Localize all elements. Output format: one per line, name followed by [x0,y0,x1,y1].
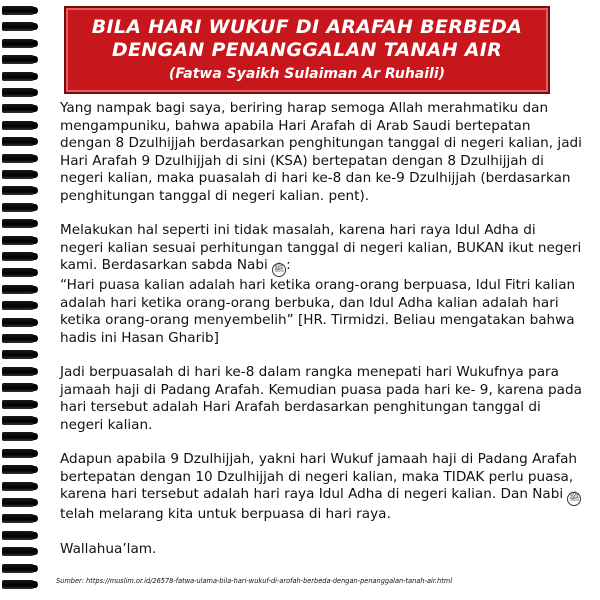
spiral-ring [2,383,36,392]
spiral-ring [2,564,36,573]
spiral-ring [2,219,36,228]
closing: Wallahua’lam. [60,540,157,557]
paragraph-1: Yang nampak bagi saya, beriring harap semoga Allah merahmatiku dan mengampuniku, bahwa apabila Hari Arafah di Arab Saudi bertepatan dengan 8 Dzulhijjah berdasarkan penghitungan tanggal di negeri kalian, jadi Hari Arafah 9 Dzulhijjah di sini (KSA) bertepatan dengan 8 Dzulhijjah di negeri kalian, maka puasalah di hari ke-8 dan ke-9 Dzulhijjah (berdasarkan penghitungan tanggal di negeri kalian. pent). [60,100,582,204]
paragraph-4-end: telah melarang kita untuk berpuasa di hari raya. [60,506,391,522]
spiral-ring [2,55,36,64]
paragraph-4 [60,451,582,524]
spiral-ring [2,301,36,310]
spiral-ring [2,334,36,343]
spiral-ring [2,432,36,441]
spiral-ring [2,104,36,113]
spiral-ring [2,252,36,261]
paragraph-2 [60,222,582,347]
spiral-ring [2,498,36,507]
spiral-ring [2,6,36,15]
spiral-ring [2,22,36,31]
spiral-ring [2,449,36,458]
paragraph-4-text: Adapun apabila 9 Dzulhijjah, yakni hari Wukuf jamaah haji di Padang Arafah bertepatan dengan 10 Dzulhijjah di negeri kalian, maka TIDAK perlu puasa, karena hari tersebut adalah hari raya Idul Adha di negeri kalian. Dan Nabi [60,451,578,502]
spiral-ring [2,39,36,48]
spiral-ring [2,465,36,474]
spiral-binding [0,0,40,600]
hadith-quote: “Hari puasa kalian adalah hari ketika orang-orang berpuasa, Idul Fitri kalian adalah hari ketika orang-orang berbuka, dan Idul Adha kalian adalah hari ketika orang-orang menyembelih” [HR. Tirmidzi. Beliau mengatakan bahwa hadis ini Hasan Gharib] [60,277,576,346]
spiral-ring [2,416,36,425]
spiral-ring [2,482,36,491]
spiral-ring [2,203,36,212]
spiral-ring [2,72,36,81]
salawat-icon: ﷺ [567,492,581,506]
spiral-ring [2,186,36,195]
spiral-ring [2,400,36,409]
spiral-ring [2,236,36,245]
title-banner [64,6,550,94]
spiral-ring [2,154,36,163]
paragraph-3: Jadi berpuasalah di hari ke-8 dalam rangka menepati hari Wukufnya para jamaah haji di Padang Arafah. Kemudian puasa pada hari ke- 9, karena pada hari tersebut adalah Hari Arafah berdasarkan penghitungan tanggal di negeri kalian. [60,364,582,433]
title-line-2: DENGAN PENANGGALAN TANAH AIR [111,39,503,61]
spiral-ring [2,285,36,294]
spiral-ring [2,547,36,556]
spiral-ring [2,318,36,327]
subtitle: (Fatwa Syaikh Sulaiman Ar Ruhaili) [168,66,446,82]
spiral-ring [2,367,36,376]
spiral-ring [2,137,36,146]
spiral-ring [2,88,36,97]
paragraph-2-text: Melakukan hal seperti ini tidak masalah, karena hari raya Idul Adha di negeri kalian sesuai perhitungan tanggal di negeri kalian, BUKAN ikut negeri kami. Berdasarkan sabda Nabi [60,222,582,273]
spiral-ring [2,268,36,277]
article-body [60,100,582,575]
salawat-icon: ﷺ [272,263,286,277]
spiral-ring [2,121,36,130]
spiral-ring [2,514,36,523]
spiral-ring [2,170,36,179]
source-link[interactable]: Sumber: https://muslim.or.id/26578-fatwa-ulama-bila-hari-wukuf-di-arofah-berbeda-dengan-penanggalan-tanah-air.html [56,577,453,585]
spiral-ring [2,350,36,359]
spiral-ring [2,531,36,540]
paragraph-2-colon: : [286,257,291,273]
title-line-1: BILA HARI WUKUF DI ARAFAH BERBEDA [91,16,523,38]
spiral-ring [2,580,36,589]
